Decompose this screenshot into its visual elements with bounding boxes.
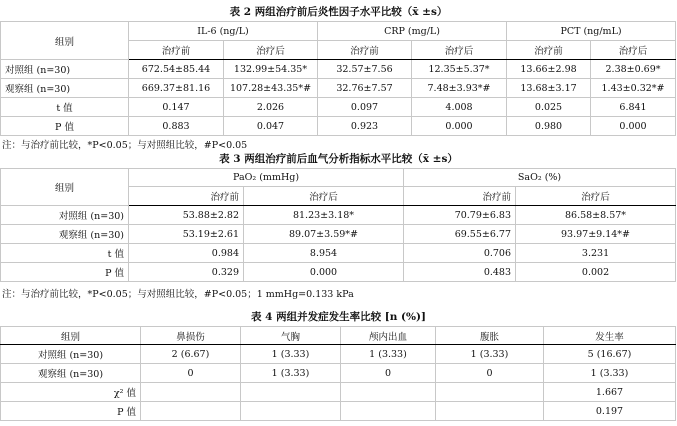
cell: 70.79±6.83 [404,206,516,225]
sub-header: 治疗前 [507,41,591,60]
header-cell: 气胸 [241,327,341,345]
cell: 53.19±2.61 [129,225,244,244]
col-group-pct: PCT (ng/mL) [507,22,676,41]
sub-header: 治疗后 [591,41,676,60]
cell: 0.000 [591,117,676,136]
header-cell: 组别 [1,327,141,345]
table-row [1,263,676,282]
cell: 86.58±8.57* [516,206,676,225]
row-label: 观察组 (n=30) [1,225,129,244]
cell: 0.706 [404,244,516,263]
cell: 2.026 [224,98,318,117]
table-row [1,383,676,402]
table4-caption: 表 4 两组并发症发生率比较 [n (%)] [251,311,426,323]
table-row [1,60,676,79]
cell: 0.147 [129,98,224,117]
table-row [1,225,676,244]
row-label: 观察组 (n=30) [1,364,141,383]
cell: 672.54±85.44 [129,60,224,79]
row-label: χ² 值 [1,383,141,402]
group-header: 组别 [1,169,129,206]
row-label: P 值 [1,263,129,282]
cell: 81.23±3.18* [244,206,404,225]
row-label: t 值 [1,98,129,117]
sub-header: 治疗后 [224,41,318,60]
sub-header: 治疗后 [244,187,404,206]
cell: 32.57±7.56 [318,60,412,79]
cell: 1 (3.33) [544,364,676,383]
table3 [0,168,676,282]
col-group-crp: CRP (mg/L) [318,22,507,41]
table-row [1,79,676,98]
row-label: t 值 [1,244,129,263]
cell: 1 (3.33) [341,345,436,364]
col-group-il6: IL-6 (ng/L) [129,22,318,41]
table-row [1,206,676,225]
cell: 1.667 [544,383,676,402]
cell: 53.88±2.82 [129,206,244,225]
table-row [1,345,676,364]
cell: 0.097 [318,98,412,117]
row-label: P 值 [1,402,141,421]
cell: 3.231 [516,244,676,263]
sub-header: 治疗前 [318,41,412,60]
cell [141,383,241,402]
cell: 13.66±2.98 [507,60,591,79]
table-row [1,117,676,136]
cell: 12.35±5.37* [412,60,507,79]
cell [436,383,544,402]
row-label: 观察组 (n=30) [1,79,129,98]
row-label: 对照组 (n=30) [1,206,129,225]
cell: 0.329 [129,263,244,282]
cell: 0.197 [544,402,676,421]
row-label: 对照组 (n=30) [1,345,141,364]
cell: 107.28±43.35*# [224,79,318,98]
header-cell: 鼻损伤 [141,327,241,345]
cell: 7.48±3.93*# [412,79,507,98]
sub-header: 治疗前 [404,187,516,206]
cell: 89.07±3.59*# [244,225,404,244]
cell: 8.954 [244,244,404,263]
header-cell: 发生率 [544,327,676,345]
cell: 0.980 [507,117,591,136]
cell [241,383,341,402]
cell: 0.923 [318,117,412,136]
col-group-sao2: SaO₂ (%) [404,169,676,187]
cell: 0.883 [129,117,224,136]
table3-note: 注：与治疗前比较，*P<0.05；与对照组比较，#P<0.05；1 mmHg=0.133 kPa [2,289,354,300]
cell: 0.025 [507,98,591,117]
cell [341,402,436,421]
cell [241,402,341,421]
cell: 4.008 [412,98,507,117]
cell [141,402,241,421]
cell: 132.99±54.35* [224,60,318,79]
cell: 1 (3.33) [241,364,341,383]
cell [341,383,436,402]
table2 [0,21,676,136]
table-row [1,98,676,117]
header-cell: 腹胀 [436,327,544,345]
cell: 0 [141,364,241,383]
sub-header: 治疗后 [412,41,507,60]
sub-header: 治疗前 [129,187,244,206]
cell: 0.984 [129,244,244,263]
row-label: 对照组 (n=30) [1,60,129,79]
table2-note: 注：与治疗前比较，*P<0.05；与对照组比较，#P<0.05 [2,140,248,151]
cell: 6.841 [591,98,676,117]
cell: 2.38±0.69* [591,60,676,79]
row-label: P 值 [1,117,129,136]
cell: 2 (6.67) [141,345,241,364]
table3-caption: 表 3 两组治疗前后血气分析指标水平比较（x̄ ±s） [219,153,458,165]
cell: 1.43±0.32*# [591,79,676,98]
cell: 669.37±81.16 [129,79,224,98]
col-group-pao2: PaO₂ (mmHg) [129,169,404,187]
sub-header: 治疗后 [516,187,676,206]
cell: 0.000 [412,117,507,136]
group-header: 组别 [1,22,129,60]
cell: 0 [436,364,544,383]
cell: 0 [341,364,436,383]
cell: 0.000 [244,263,404,282]
table-row [1,244,676,263]
cell: 32.76±7.57 [318,79,412,98]
table-row [1,402,676,421]
cell: 5 (16.67) [544,345,676,364]
cell: 13.68±3.17 [507,79,591,98]
sub-header: 治疗前 [129,41,224,60]
cell: 93.97±9.14*# [516,225,676,244]
cell: 69.55±6.77 [404,225,516,244]
cell: 0.047 [224,117,318,136]
table-row [1,364,676,383]
cell: 0.002 [516,263,676,282]
table4 [0,326,676,421]
cell [436,402,544,421]
cell: 0.483 [404,263,516,282]
header-cell: 颅内出血 [341,327,436,345]
cell: 1 (3.33) [436,345,544,364]
cell: 1 (3.33) [241,345,341,364]
table2-caption: 表 2 两组治疗前后炎性因子水平比较（x̄ ±s） [229,6,448,18]
